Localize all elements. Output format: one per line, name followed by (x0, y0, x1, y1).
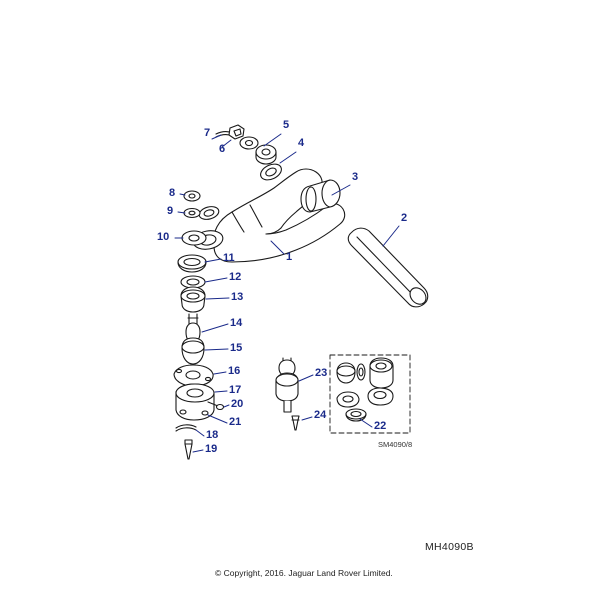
callout-13: 13 (231, 291, 244, 303)
callout-20: 20 (231, 398, 244, 410)
callout-23: 23 (315, 367, 328, 379)
callout-5: 5 (283, 119, 290, 131)
callout-21: 21 (229, 416, 242, 428)
callout-8: 8 (169, 187, 176, 199)
callout-18: 18 (206, 429, 219, 441)
callout-9: 9 (167, 205, 174, 217)
callout-1: 1 (286, 251, 293, 263)
callout-4: 4 (298, 137, 305, 149)
callout-17: 17 (229, 384, 242, 396)
callout-6: 6 (219, 143, 226, 155)
inset-drawing-code: SM4090/8 (378, 440, 413, 449)
callout-14: 14 (230, 317, 243, 329)
diagram-part-code: MH4090B (425, 541, 474, 553)
copyright-notice: © Copyright, 2016. Jaguar Land Rover Limited. (215, 568, 393, 578)
callout-24: 24 (314, 409, 327, 421)
callout-7: 7 (204, 127, 211, 139)
callout-15: 15 (230, 342, 243, 354)
callout-3: 3 (352, 171, 359, 183)
callout-19: 19 (205, 443, 218, 455)
callout-10: 10 (157, 231, 170, 243)
callout-11: 11 (223, 252, 235, 264)
callout-22: 22 (374, 420, 387, 432)
callout-16: 16 (228, 365, 241, 377)
callout-12: 12 (229, 271, 242, 283)
callout-2: 2 (401, 212, 408, 224)
